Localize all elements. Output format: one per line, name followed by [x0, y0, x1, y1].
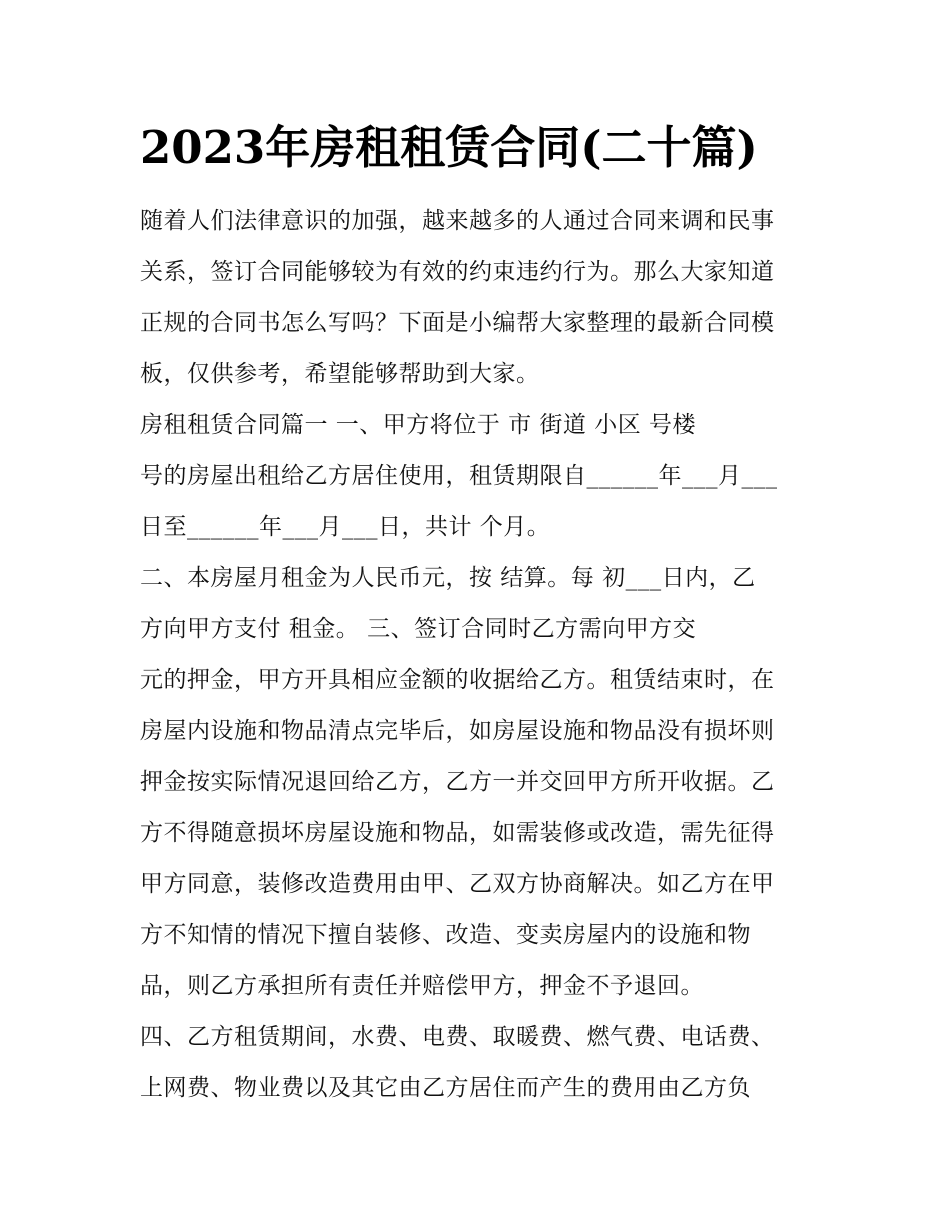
body-line-14: 甲方同意，装修改造费用由甲、乙双方协商解决。如乙方在甲: [140, 871, 775, 897]
body-line-8: 二、本房屋月租金为人民币元，按 结算。每 初___日内，乙: [140, 565, 756, 591]
body-line-15: 方不知情的情况下擅自装修、改造、变卖房屋内的设施和物: [140, 922, 751, 948]
body-line-6: 号的房屋出租给乙方居住使用，租赁期限自______年___月___: [140, 463, 778, 489]
body-line-12: 押金按实际情况退回给乙方，乙方一并交回甲方所开收据。乙: [140, 769, 775, 795]
document-body: [140, 196, 820, 1114]
body-line-17: 四、乙方租赁期间，水费、电费、取暖费、燃气费、电话费、: [140, 1024, 775, 1050]
body-line-10: 元的押金，甲方开具相应金额的收据给乙方。租赁结束时，在: [140, 667, 775, 693]
body-line-16: 品，则乙方承担所有责任并赔偿甲方，押金不予退回。: [140, 973, 704, 999]
body-line-5: 房租租赁合同篇一 一、甲方将位于 市 街道 小区 号楼: [140, 412, 697, 438]
body-line-7: 日至______年___月___日，共计 个月。: [140, 514, 551, 540]
document-title: 2023年房租租赁合同(二十篇): [140, 121, 758, 174]
body-line-9: 方向甲方支付 租金。 三、签订合同时乙方需向甲方交: [140, 616, 697, 642]
body-line-11: 房屋内设施和物品清点完毕后，如房屋设施和物品没有损坏则: [140, 718, 775, 744]
body-line-2: 关系，签订合同能够较为有效的约束违约行为。那么大家知道: [140, 259, 775, 285]
body-line-3: 正规的合同书怎么写吗？下面是小编帮大家整理的最新合同模: [140, 310, 775, 336]
body-line-4: 板，仅供参考，希望能够帮助到大家。: [140, 361, 540, 387]
body-line-1: 随着人们法律意识的加强，越来越多的人通过合同来调和民事: [140, 208, 775, 234]
body-line-18: 上网费、物业费以及其它由乙方居住而产生的费用由乙方负: [140, 1075, 751, 1101]
body-line-13: 方不得随意损坏房屋设施和物品，如需装修或改造，需先征得: [140, 820, 775, 846]
